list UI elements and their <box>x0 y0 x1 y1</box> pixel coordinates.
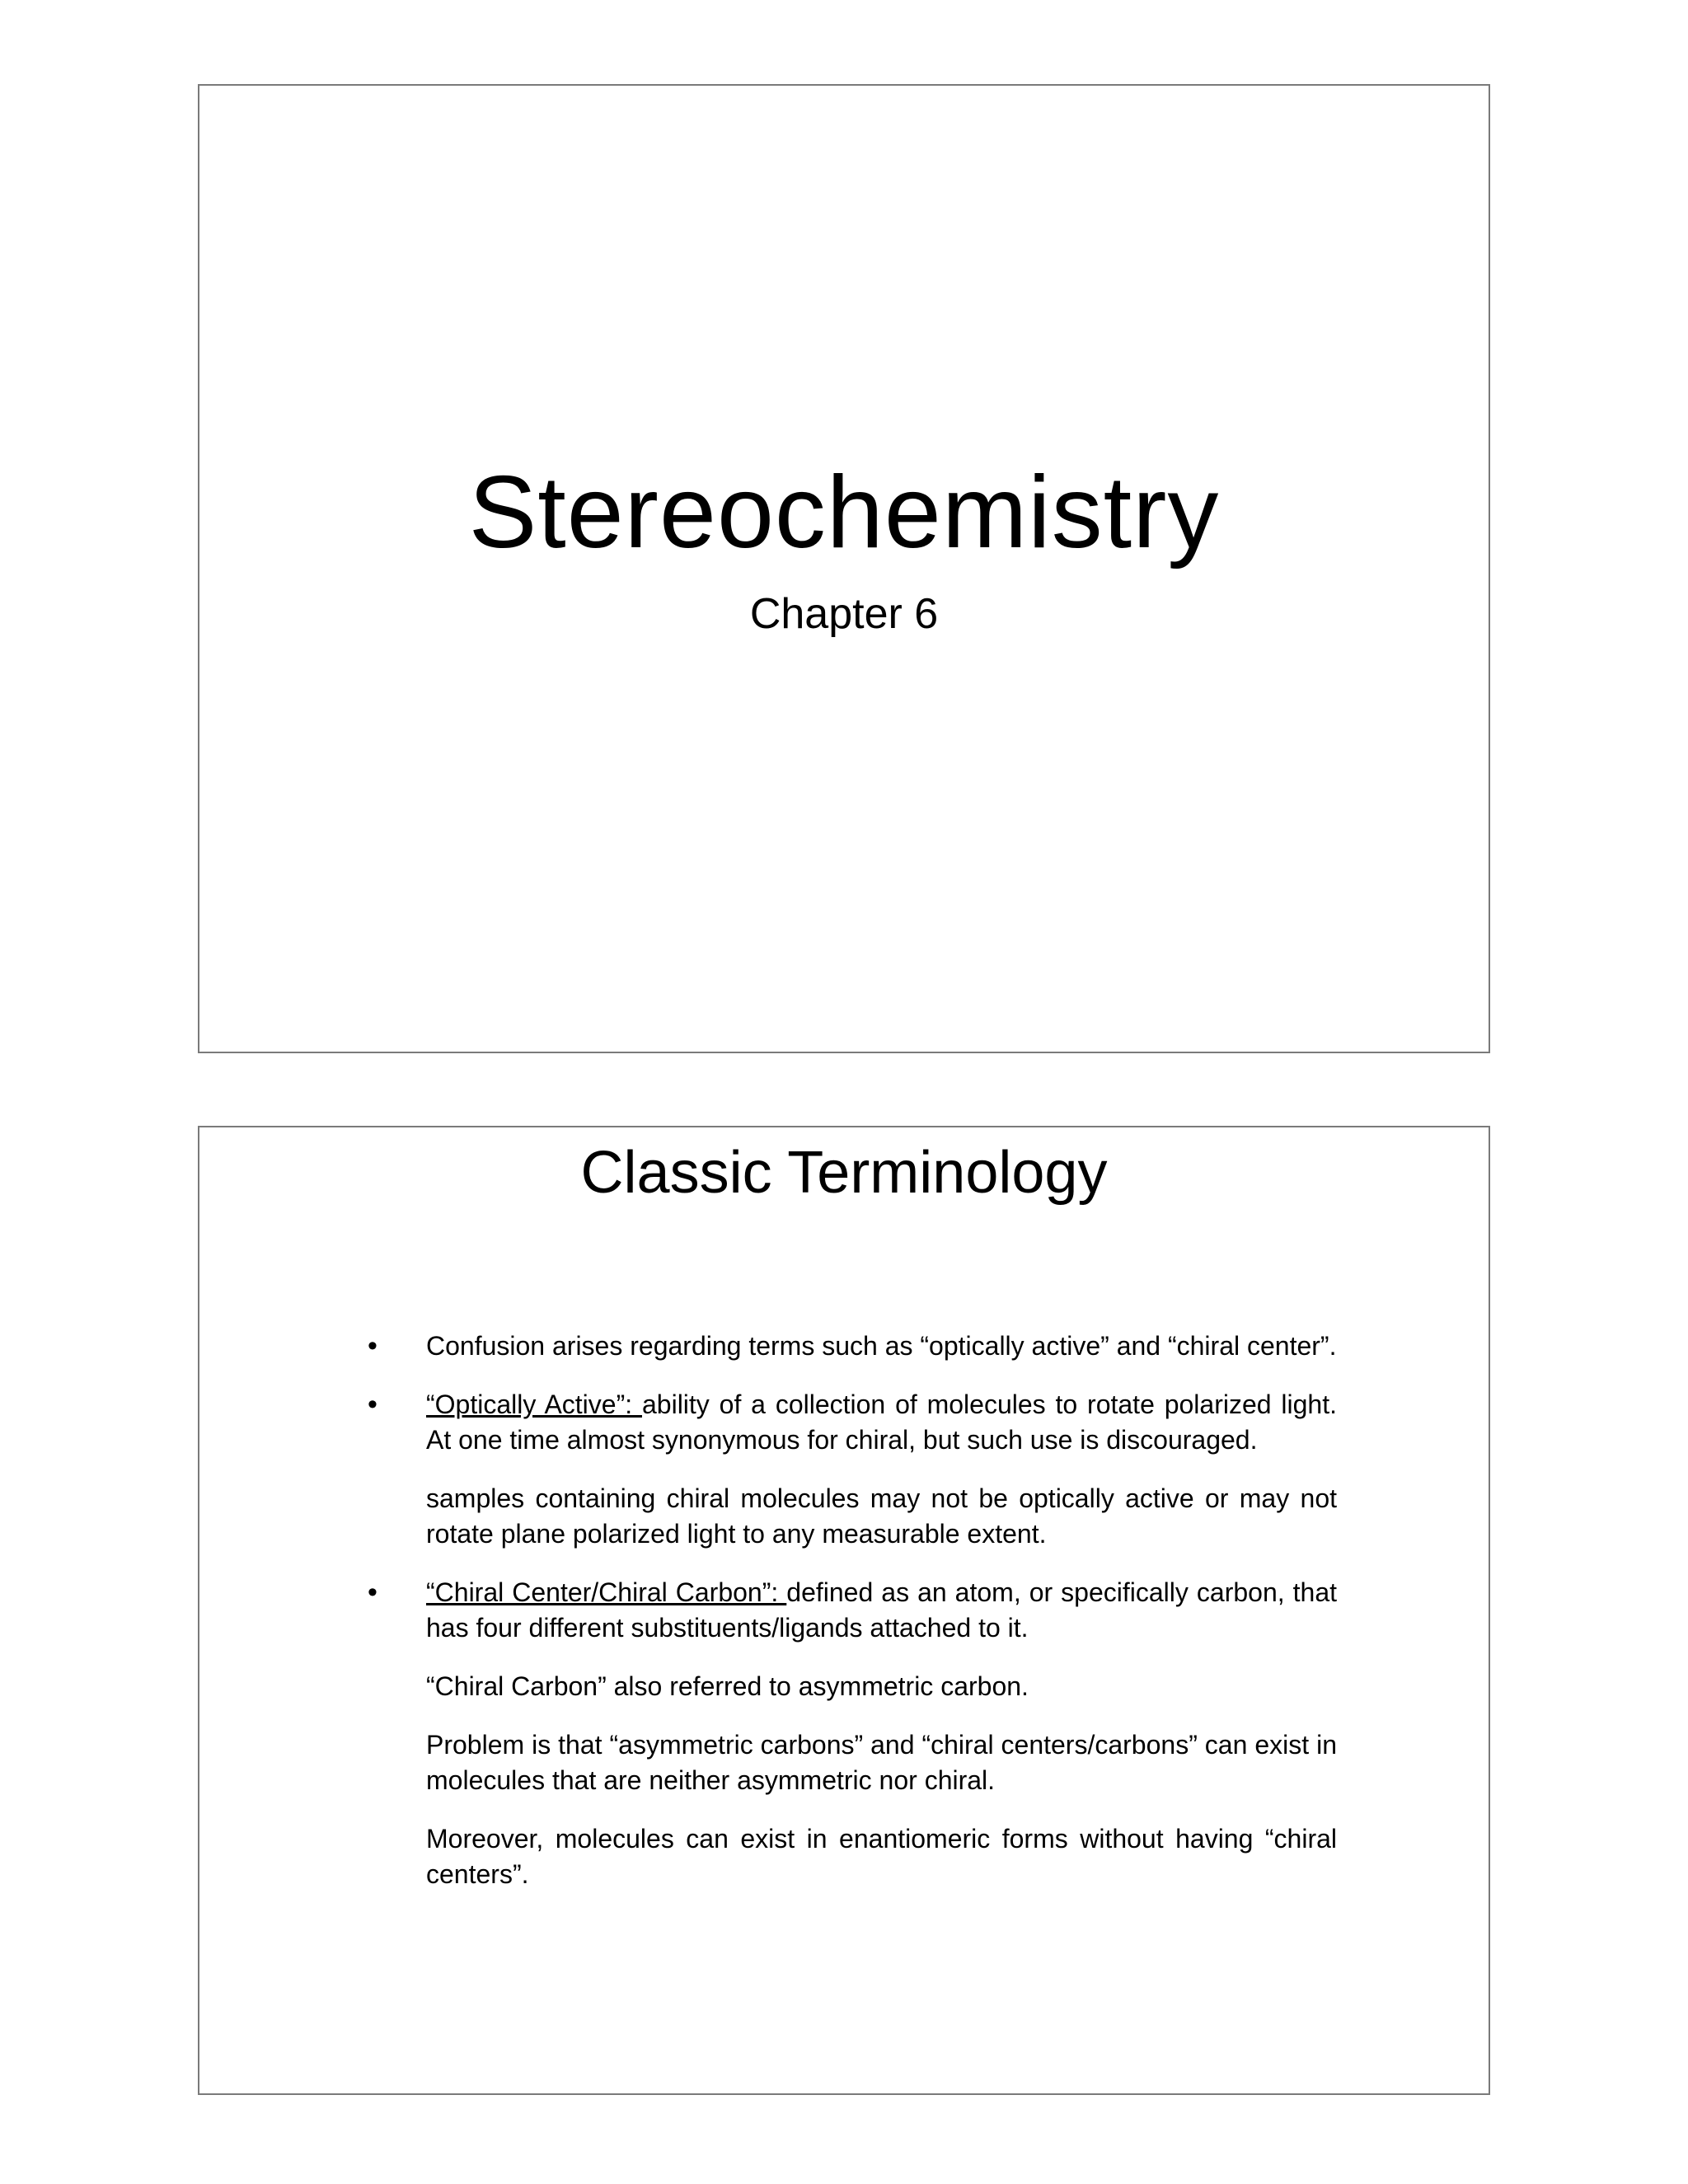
title-slide <box>198 84 1490 1053</box>
bullet-body: Confusion arises regarding terms such as “optically active” and “chiral center”. <box>426 1331 1337 1361</box>
bullet-text <box>426 1387 1337 1458</box>
term-label: “Chiral Center/Chiral Carbon”: <box>426 1577 787 1607</box>
bullet-item <box>364 1575 1337 1892</box>
sub-paragraph: Problem is that “asymmetric carbons” and “chiral centers/carbons” can exist in molecules that are neither asymmetric nor chiral. <box>426 1730 1337 1795</box>
bullet-body: ability of a collection of molecules to rotate polarized light. At one time almost synonymous for chiral, but such use is discouraged. <box>426 1390 1338 1455</box>
bullet-list <box>364 1329 1337 1915</box>
slide-title: Classic Terminology <box>580 1140 1108 1206</box>
bullet-icon: • <box>368 1389 377 1420</box>
bullet-item <box>364 1329 1337 1364</box>
sub-paragraph: Moreover, molecules can exist in enantiomeric forms without having “chiral centers”. <box>426 1824 1337 1889</box>
terminology-slide <box>198 1126 1490 2095</box>
sub-paragraph: samples containing chiral molecules may not be optically active or may not rotate plane polarized light to any measurable extent. <box>426 1483 1337 1549</box>
bullet-icon: • <box>368 1577 377 1608</box>
bullet-text <box>426 1329 1337 1364</box>
sub-paragraph: “Chiral Carbon” also referred to asymmetric carbon. <box>426 1671 1029 1701</box>
term-label: “Optically Active”: <box>426 1390 642 1419</box>
slide-subtitle: Chapter 6 <box>749 590 939 638</box>
bullet-icon: • <box>368 1330 377 1361</box>
bullet-text <box>426 1575 1337 1646</box>
slide-title: Stereochemistry <box>468 456 1220 569</box>
bullet-body: defined as an atom, or specifically carbon, that has four different substituents/ligands attached to it. <box>426 1577 1338 1643</box>
bullet-item <box>364 1387 1337 1552</box>
